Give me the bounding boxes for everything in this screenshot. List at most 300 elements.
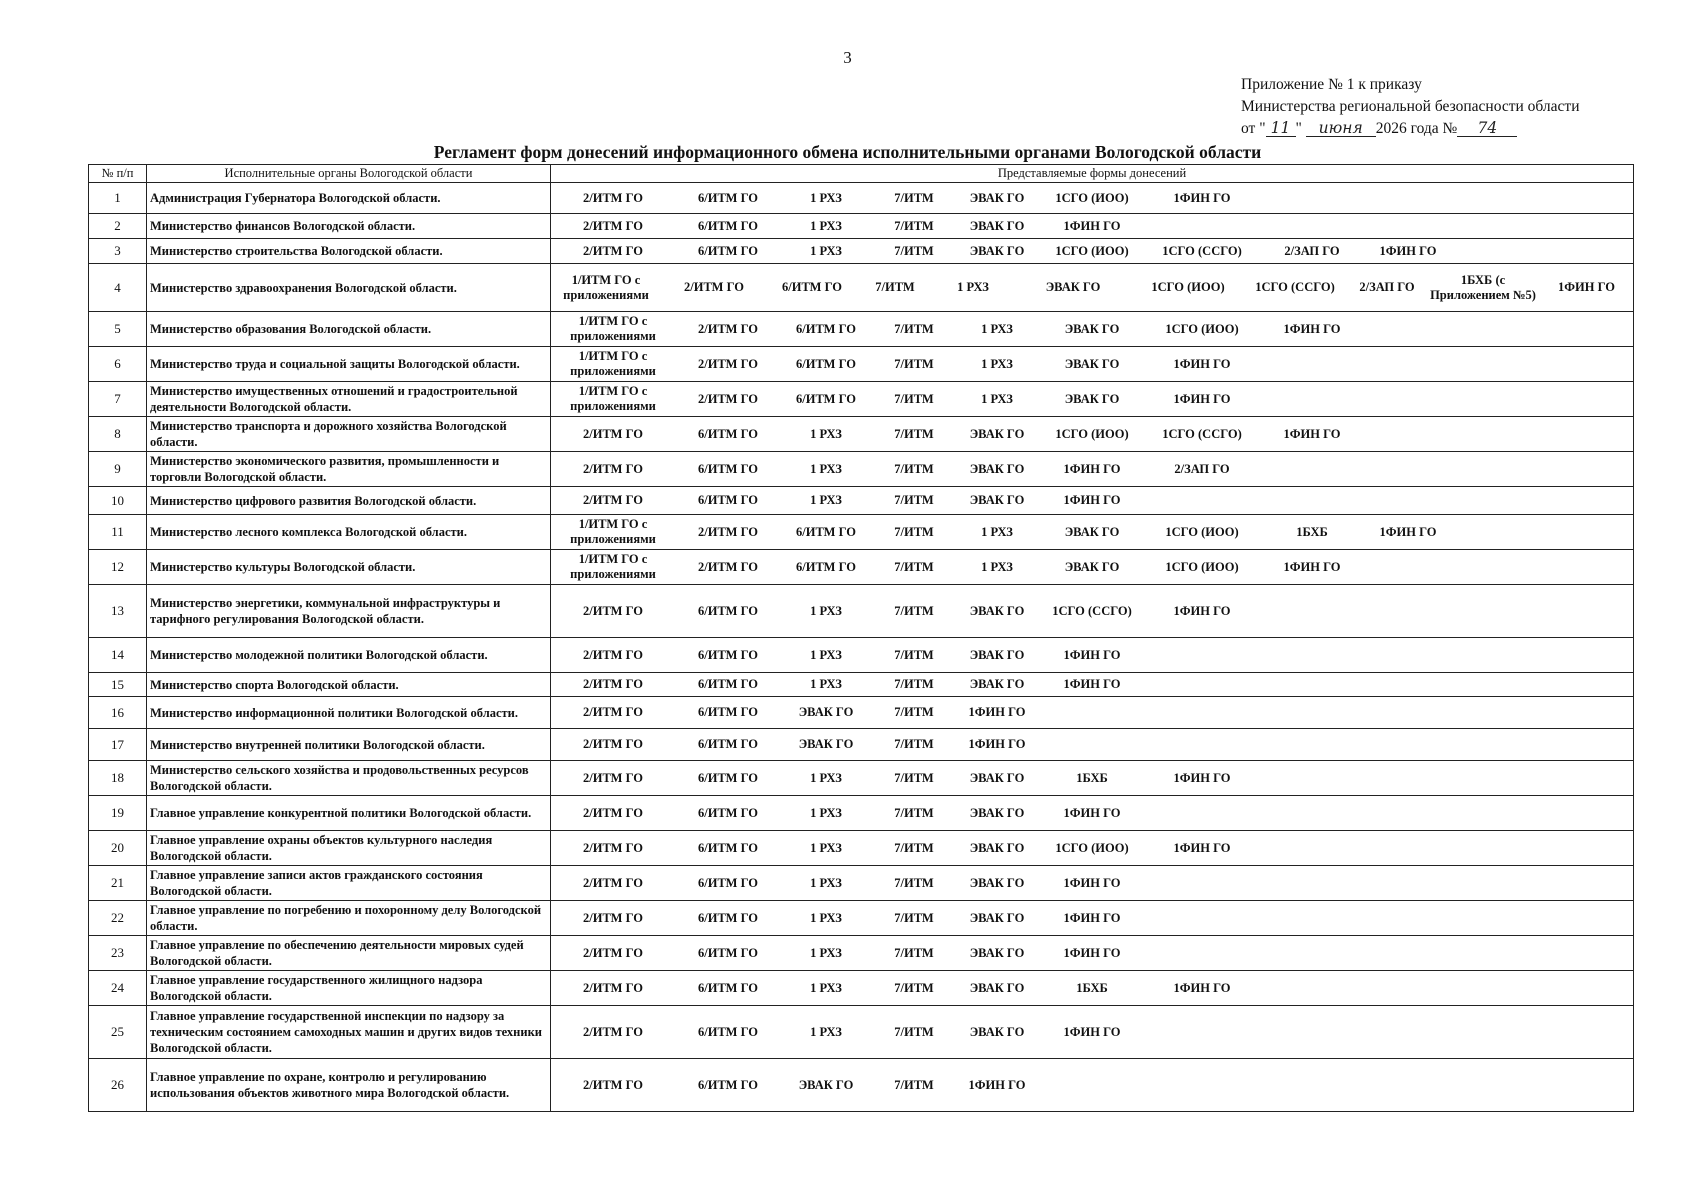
org-name: Главное управление по охране, контролю и регулированию использования объектов животного мира Вологодской области. [147, 1059, 551, 1112]
form-item: 6/ИТМ ГО [698, 493, 758, 507]
form-item: 2/ЗАП ГО [1174, 461, 1230, 476]
form-item: ЭВАК ГО [1045, 280, 1101, 294]
form-item: 2/ИТМ ГО [583, 426, 643, 441]
form-item: 1ФИН ГО [1173, 190, 1231, 205]
forms-cell [551, 312, 1634, 347]
form-item: 1СГО (ИОО) [1055, 840, 1129, 855]
row-number: 18 [89, 761, 147, 796]
form-item: 1БХБ [1296, 524, 1328, 539]
table-row [89, 347, 1634, 382]
form-item: 1ФИН ГО [1558, 280, 1615, 294]
form-item: 2/ИТМ ГО [698, 559, 758, 574]
form-item: ЭВАК ГО [798, 737, 854, 751]
header-org: Исполнительные органы Вологодской области [147, 165, 551, 183]
table-row [89, 796, 1634, 831]
form-item: 1СГО (ИОО) [1055, 426, 1129, 441]
form-item: 7/ИТМ [894, 647, 934, 662]
org-name: Министерство культуры Вологодской области. [147, 550, 551, 585]
form-item: 7/ИТМ [894, 391, 934, 406]
table-row [89, 1006, 1634, 1059]
form-item: 2/ИТМ ГО [698, 391, 758, 406]
form-item: 1ФИН ГО [1283, 426, 1341, 441]
forms-cell [551, 515, 1634, 550]
form-item: 1СГО (ИОО) [1165, 524, 1239, 539]
forms-cell [551, 264, 1634, 312]
form-item: 6/ИТМ ГО [698, 603, 758, 618]
forms-cell [551, 729, 1634, 761]
approval-number: 74 [1457, 120, 1517, 137]
form-item: 2/ИТМ ГО [698, 321, 758, 336]
form-item: 2/ИТМ ГО [583, 980, 643, 995]
org-name: Министерство цифрового развития Вологодской области. [147, 487, 551, 515]
row-number: 2 [89, 214, 147, 239]
form-item: 7/ИТМ [894, 770, 934, 785]
forms-cell [551, 796, 1634, 831]
org-name: Главное управление охраны объектов культурного наследия Вологодской области. [147, 831, 551, 866]
form-item: 6/ИТМ ГО [782, 280, 842, 294]
form-item: 6/ИТМ ГО [698, 980, 758, 995]
form-item: 1/ИТМ ГО с приложениями [570, 552, 656, 581]
form-item: 6/ИТМ ГО [698, 1024, 758, 1039]
row-number: 17 [89, 729, 147, 761]
org-name: Министерство внутренней политики Вологодской области. [147, 729, 551, 761]
form-item: 6/ИТМ ГО [796, 524, 856, 539]
table-row [89, 264, 1634, 312]
org-name: Министерство сельского хозяйства и продовольственных ресурсов Вологодской области. [147, 761, 551, 796]
form-item: 7/ИТМ [894, 840, 934, 855]
org-name: Главное управление записи актов гражданского состояния Вологодской области. [147, 866, 551, 901]
form-item: 1/ИТМ ГО с приложениями [563, 272, 649, 302]
form-item: 1 РХЗ [810, 218, 842, 233]
form-item: 1ФИН ГО [1063, 461, 1121, 476]
form-item: 1ФИН ГО [1379, 243, 1437, 258]
form-item: 1ФИН ГО [1379, 524, 1437, 539]
form-item: 1ФИН ГО [1283, 321, 1341, 336]
table-row [89, 971, 1634, 1006]
org-name: Министерство транспорта и дорожного хозяйства Вологодской области. [147, 417, 551, 452]
form-item: 2/ИТМ ГО [583, 1077, 643, 1092]
form-item: 1БХБ [1076, 770, 1108, 785]
org-name: Министерство экономического развития, промышленности и торговли Вологодской области. [147, 452, 551, 487]
form-item: 6/ИТМ ГО [698, 737, 758, 751]
org-name: Министерство спорта Вологодской области. [147, 673, 551, 697]
table-row [89, 382, 1634, 417]
form-item: 1 РХЗ [981, 559, 1013, 574]
forms-cell [551, 971, 1634, 1006]
row-number: 16 [89, 697, 147, 729]
form-item: 1 РХЗ [810, 840, 842, 855]
form-item: 1 РХЗ [810, 190, 842, 205]
form-item: ЭВАК ГО [969, 190, 1025, 205]
form-item: 1 РХЗ [810, 461, 842, 476]
form-item: 1ФИН ГО [1173, 603, 1231, 618]
form-item: 7/ИТМ [894, 190, 934, 205]
header-num: № п/п [89, 165, 147, 183]
row-number: 22 [89, 901, 147, 936]
form-item: 2/ИТМ ГО [684, 280, 744, 294]
form-item: 7/ИТМ [894, 705, 934, 719]
form-item: 1ФИН ГО [1283, 559, 1341, 574]
form-item: 1 РХЗ [810, 1024, 842, 1039]
form-item: ЭВАК ГО [969, 910, 1025, 925]
row-number: 20 [89, 831, 147, 866]
org-name: Главное управление государственной инспекции по надзору за техническим состоянием самоходных машин и других видов техники Вологодской области. [147, 1006, 551, 1059]
forms-cell [551, 936, 1634, 971]
form-item: 1СГО (ИОО) [1165, 559, 1239, 574]
form-item: 1ФИН ГО [1063, 1024, 1121, 1039]
form-item: 7/ИТМ [894, 1077, 934, 1092]
form-item: 1 РХЗ [810, 980, 842, 995]
form-item: 1ФИН ГО [968, 737, 1026, 751]
form-item: ЭВАК ГО [969, 426, 1025, 441]
form-item: 1 РХЗ [810, 603, 842, 618]
form-item: 2/ЗАП ГО [1359, 280, 1415, 294]
forms-cell [551, 487, 1634, 515]
form-item: 6/ИТМ ГО [698, 705, 758, 719]
row-number: 21 [89, 866, 147, 901]
approval-year: 2026 года № [1375, 120, 1458, 137]
row-number: 23 [89, 936, 147, 971]
form-item: 2/ИТМ ГО [583, 243, 643, 258]
form-item: 7/ИТМ [894, 218, 934, 233]
row-number: 15 [89, 673, 147, 697]
row-number: 12 [89, 550, 147, 585]
form-item: 1СГО (ИОО) [1165, 321, 1239, 336]
form-item: 2/ИТМ ГО [583, 647, 643, 662]
form-item: 1СГО (ССГО) [1162, 243, 1242, 258]
reporting-table [88, 164, 1634, 1112]
org-name: Министерство лесного комплекса Вологодской области. [147, 515, 551, 550]
approval-line-2: Министерства региональной безопасности области [1241, 98, 1580, 115]
form-item: ЭВАК ГО [969, 980, 1025, 995]
row-number: 24 [89, 971, 147, 1006]
forms-cell [551, 638, 1634, 673]
approval-quote: " [1295, 120, 1302, 137]
row-number: 10 [89, 487, 147, 515]
form-item: 2/ИТМ ГО [583, 218, 643, 233]
form-item: 6/ИТМ ГО [698, 1077, 758, 1092]
org-name: Главное управление по погребению и похоронному делу Вологодской области. [147, 901, 551, 936]
form-item: 1 РХЗ [810, 875, 842, 890]
form-item: ЭВАК ГО [969, 603, 1025, 618]
org-name: Главное управление государственного жилищного надзора Вологодской области. [147, 971, 551, 1006]
approval-day: 11 [1266, 120, 1296, 137]
table-row [89, 487, 1634, 515]
form-item: 1ФИН ГО [1173, 980, 1231, 995]
org-name: Администрация Губернатора Вологодской области. [147, 183, 551, 214]
form-item: 2/ИТМ ГО [583, 875, 643, 890]
form-item: 2/ЗАП ГО [1284, 243, 1340, 258]
form-item: 6/ИТМ ГО [796, 391, 856, 406]
form-item: ЭВАК ГО [969, 243, 1025, 258]
form-item: 1 РХЗ [810, 910, 842, 925]
org-name: Министерство имущественных отношений и градостроительной деятельности Вологодской области. [147, 382, 551, 417]
form-item: 7/ИТМ [894, 461, 934, 476]
forms-cell [551, 901, 1634, 936]
form-item: 2/ИТМ ГО [583, 705, 643, 719]
form-item: 1СГО (ИОО) [1055, 190, 1129, 205]
form-item: 1ФИН ГО [1173, 391, 1231, 406]
form-item: 1 РХЗ [981, 524, 1013, 539]
form-item: ЭВАК ГО [969, 770, 1025, 785]
form-item: 2/ИТМ ГО [583, 190, 643, 205]
form-item: 2/ИТМ ГО [583, 493, 643, 507]
row-number: 5 [89, 312, 147, 347]
form-item: 7/ИТМ [894, 945, 934, 960]
form-item: 7/ИТМ [894, 524, 934, 539]
row-number: 14 [89, 638, 147, 673]
row-number: 1 [89, 183, 147, 214]
form-item: ЭВАК ГО [969, 677, 1025, 691]
form-item: 6/ИТМ ГО [698, 840, 758, 855]
form-item: 1СГО (ИОО) [1055, 243, 1129, 258]
form-item: 1/ИТМ ГО с приложениями [570, 314, 656, 343]
form-item: 7/ИТМ [894, 980, 934, 995]
table-body [89, 183, 1634, 1112]
form-item: 1ФИН ГО [968, 1077, 1026, 1092]
form-item: 1СГО (ССГО) [1162, 426, 1242, 441]
form-item: 1ФИН ГО [1173, 770, 1231, 785]
table-header-row [89, 165, 1634, 183]
table-row [89, 550, 1634, 585]
forms-cell [551, 585, 1634, 638]
forms-cell [551, 183, 1634, 214]
form-item: ЭВАК ГО [969, 461, 1025, 476]
form-item: 1ФИН ГО [1063, 945, 1121, 960]
row-number: 8 [89, 417, 147, 452]
table-row [89, 936, 1634, 971]
form-item: 1 РХЗ [810, 770, 842, 785]
form-item: ЭВАК ГО [969, 875, 1025, 890]
form-item: 2/ИТМ ГО [698, 524, 758, 539]
form-item: 2/ИТМ ГО [583, 910, 643, 925]
approval-line-3 [1241, 118, 1671, 140]
form-item: ЭВАК ГО [969, 493, 1025, 507]
form-item: 1 РХЗ [810, 677, 842, 691]
forms-cell [551, 417, 1634, 452]
form-item: 1ФИН ГО [1063, 218, 1121, 233]
form-item: 2/ИТМ ГО [583, 840, 643, 855]
org-name: Министерство здравоохранения Вологодской области. [147, 264, 551, 312]
table-row [89, 239, 1634, 264]
form-item: 1 РХЗ [810, 426, 842, 441]
table-row [89, 761, 1634, 796]
form-item: 1ФИН ГО [1063, 677, 1121, 691]
form-item: 6/ИТМ ГО [698, 426, 758, 441]
form-item: 7/ИТМ [875, 280, 915, 294]
approval-month: июня [1306, 120, 1376, 137]
form-item: 1ФИН ГО [1063, 910, 1121, 925]
form-item: 7/ИТМ [894, 603, 934, 618]
form-item: 1БХБ [1076, 980, 1108, 995]
form-item: 1ФИН ГО [1173, 840, 1231, 855]
form-item: 2/ИТМ ГО [583, 945, 643, 960]
form-item: 1 РХЗ [957, 280, 989, 294]
approval-stamp [1241, 74, 1671, 140]
form-item: 2/ИТМ ГО [698, 356, 758, 371]
form-item: 7/ИТМ [894, 910, 934, 925]
form-item: ЭВАК ГО [1064, 391, 1120, 406]
org-name: Главное управление конкурентной политики Вологодской области. [147, 796, 551, 831]
org-name: Министерство строительства Вологодской области. [147, 239, 551, 264]
form-item: 7/ИТМ [894, 426, 934, 441]
form-item: 1ФИН ГО [1063, 805, 1121, 820]
row-number: 13 [89, 585, 147, 638]
row-number: 4 [89, 264, 147, 312]
form-item: ЭВАК ГО [798, 705, 854, 719]
table-row [89, 515, 1634, 550]
forms-cell [551, 1059, 1634, 1112]
form-item: ЭВАК ГО [1064, 356, 1120, 371]
org-name: Министерство труда и социальной защиты Вологодской области. [147, 347, 551, 382]
form-item: 6/ИТМ ГО [698, 647, 758, 662]
form-item: 1СГО (ССГО) [1052, 603, 1132, 618]
forms-cell [551, 866, 1634, 901]
table-row [89, 866, 1634, 901]
page-number: 3 [843, 48, 852, 67]
table-row [89, 312, 1634, 347]
forms-cell [551, 673, 1634, 697]
form-item: ЭВАК ГО [1064, 321, 1120, 336]
form-item: 2/ИТМ ГО [583, 677, 643, 691]
form-item: 1ФИН ГО [968, 705, 1026, 719]
form-item: 7/ИТМ [894, 493, 934, 507]
form-item: 6/ИТМ ГО [796, 321, 856, 336]
form-item: 7/ИТМ [894, 1024, 934, 1039]
forms-cell [551, 347, 1634, 382]
form-item: 1 РХЗ [810, 493, 842, 507]
form-item: 1/ИТМ ГО с приложениями [570, 349, 656, 378]
form-item: 6/ИТМ ГО [698, 461, 758, 476]
form-item: 7/ИТМ [894, 559, 934, 574]
table-row [89, 183, 1634, 214]
form-item: 6/ИТМ ГО [796, 559, 856, 574]
org-name: Министерство образования Вологодской области. [147, 312, 551, 347]
row-number: 25 [89, 1006, 147, 1059]
form-item: ЭВАК ГО [969, 805, 1025, 820]
form-item: 1ФИН ГО [1063, 875, 1121, 890]
form-item: 1/ИТМ ГО с приложениями [570, 517, 656, 546]
row-number: 9 [89, 452, 147, 487]
table-row [89, 901, 1634, 936]
form-item: 2/ИТМ ГО [583, 461, 643, 476]
form-item: 7/ИТМ [894, 677, 934, 691]
forms-cell [551, 239, 1634, 264]
forms-cell [551, 697, 1634, 729]
table-row [89, 214, 1634, 239]
form-item: 1ФИН ГО [1063, 493, 1121, 507]
table-row [89, 831, 1634, 866]
form-item: 1СГО (ССГО) [1255, 280, 1335, 294]
form-item: 6/ИТМ ГО [698, 805, 758, 820]
form-item: 1 РХЗ [981, 321, 1013, 336]
forms-cell [551, 831, 1634, 866]
row-number: 7 [89, 382, 147, 417]
form-item: ЭВАК ГО [969, 1024, 1025, 1039]
approval-date-prefix: от " [1241, 120, 1266, 137]
form-item: 1 РХЗ [810, 647, 842, 662]
table-row [89, 585, 1634, 638]
forms-cell [551, 452, 1634, 487]
table-row [89, 638, 1634, 673]
form-item: ЭВАК ГО [969, 840, 1025, 855]
forms-cell [551, 1006, 1634, 1059]
form-item: 6/ИТМ ГО [698, 945, 758, 960]
row-number: 19 [89, 796, 147, 831]
table-row [89, 417, 1634, 452]
form-item: 2/ИТМ ГО [583, 737, 643, 751]
form-item: 1 РХЗ [810, 805, 842, 820]
form-item: ЭВАК ГО [1064, 524, 1120, 539]
form-item: 1 РХЗ [981, 356, 1013, 371]
header-forms: Представляемые формы донесений [551, 165, 1634, 183]
org-name: Министерство молодежной политики Вологодской области. [147, 638, 551, 673]
form-item: 6/ИТМ ГО [698, 910, 758, 925]
org-name: Министерство финансов Вологодской области. [147, 214, 551, 239]
form-item: 7/ИТМ [894, 875, 934, 890]
form-item: 6/ИТМ ГО [698, 770, 758, 785]
form-item: 2/ИТМ ГО [583, 770, 643, 785]
form-item: 6/ИТМ ГО [796, 356, 856, 371]
form-item: 7/ИТМ [894, 321, 934, 336]
table-row [89, 1059, 1634, 1112]
form-item: 7/ИТМ [894, 356, 934, 371]
table-row [89, 729, 1634, 761]
approval-line-1: Приложение № 1 к приказу [1241, 76, 1422, 93]
form-item: 2/ИТМ ГО [583, 805, 643, 820]
form-item: ЭВАК ГО [969, 945, 1025, 960]
form-item: ЭВАК ГО [1064, 559, 1120, 574]
forms-cell [551, 214, 1634, 239]
forms-cell [551, 382, 1634, 417]
table-row [89, 673, 1634, 697]
forms-cell [551, 550, 1634, 585]
row-number: 3 [89, 239, 147, 264]
document-title: Регламент форм донесений информационного обмена исполнительными органами Вологодской области [433, 142, 1262, 162]
form-item: 1 РХЗ [981, 391, 1013, 406]
form-item: 1СГО (ИОО) [1151, 280, 1225, 294]
form-item: 2/ИТМ ГО [583, 603, 643, 618]
form-item: 1ФИН ГО [1173, 356, 1231, 371]
form-item: 1 РХЗ [810, 243, 842, 258]
form-item: 6/ИТМ ГО [698, 243, 758, 258]
row-number: 26 [89, 1059, 147, 1112]
form-item: 7/ИТМ [894, 805, 934, 820]
row-number: 11 [89, 515, 147, 550]
form-item: 7/ИТМ [894, 737, 934, 751]
table-row [89, 452, 1634, 487]
table-row [89, 697, 1634, 729]
form-item: ЭВАК ГО [969, 647, 1025, 662]
form-item: 1БХБ (с Приложением №5) [1430, 272, 1536, 302]
row-number: 6 [89, 347, 147, 382]
form-item: 1ФИН ГО [1063, 647, 1121, 662]
org-name: Министерство энергетики, коммунальной инфраструктуры и тарифного регулирования Вологодской области. [147, 585, 551, 638]
form-item: 1 РХЗ [810, 945, 842, 960]
form-item: ЭВАК ГО [969, 218, 1025, 233]
form-item: 6/ИТМ ГО [698, 218, 758, 233]
form-item: 1/ИТМ ГО с приложениями [570, 384, 656, 413]
form-item: 6/ИТМ ГО [698, 875, 758, 890]
form-item: 2/ИТМ ГО [583, 1024, 643, 1039]
form-item: 6/ИТМ ГО [698, 677, 758, 691]
org-name: Главное управление по обеспечению деятельности мировых судей Вологодской области. [147, 936, 551, 971]
forms-cell [551, 761, 1634, 796]
form-item: 6/ИТМ ГО [698, 190, 758, 205]
org-name: Министерство информационной политики Вологодской области. [147, 697, 551, 729]
form-item: 7/ИТМ [894, 243, 934, 258]
form-item: ЭВАК ГО [798, 1077, 854, 1092]
